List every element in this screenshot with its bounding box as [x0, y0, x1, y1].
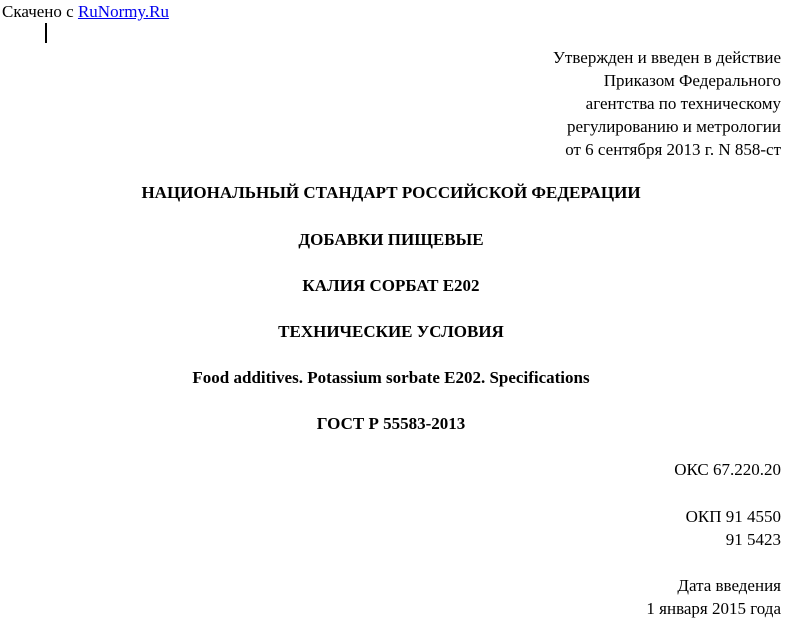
product-heading: КАЛИЯ СОРБАТ E202 — [302, 276, 480, 295]
okp-code-2: 91 5423 — [725, 530, 781, 549]
okp-code-1: ОКП 91 4550 — [685, 507, 781, 526]
approval-line-3: агентства по техническому — [585, 94, 781, 113]
approval-line-4: регулированию и метрологии — [566, 117, 781, 136]
introduction-label: Дата введения — [677, 576, 781, 595]
approval-line-5: от 6 сентября 2013 г. N 858-ст — [565, 140, 781, 159]
introduction-block — [646, 574, 781, 620]
runormy-link[interactable]: RuNormy.Ru — [77, 2, 169, 21]
doc-kind-heading: ТЕХНИЧЕСКИЕ УСЛОВИЯ — [278, 322, 504, 341]
oks-block — [674, 458, 781, 481]
english-title: Food additives. Potassium sorbate E202. Specifications — [192, 368, 590, 387]
approval-line-2: Приказом Федерального — [603, 71, 781, 90]
source-prefix: Скачено с — [2, 2, 78, 21]
introduction-date: 1 января 2015 года — [646, 599, 781, 618]
text-cursor — [45, 23, 47, 43]
oks-code: ОКС 67.220.20 — [674, 460, 781, 479]
approval-line-1: Утвержден и введен в действие — [552, 48, 781, 67]
category-heading: ДОБАВКИ ПИЩЕВЫЕ — [298, 230, 484, 249]
standard-type-heading: НАЦИОНАЛЬНЫЙ СТАНДАРТ РОССИЙСКОЙ ФЕДЕРАЦИИ — [141, 183, 641, 202]
designation-heading: ГОСТ Р 55583-2013 — [316, 414, 466, 433]
source-line — [2, 2, 169, 22]
okp-block — [686, 505, 781, 551]
approval-block — [553, 46, 781, 161]
